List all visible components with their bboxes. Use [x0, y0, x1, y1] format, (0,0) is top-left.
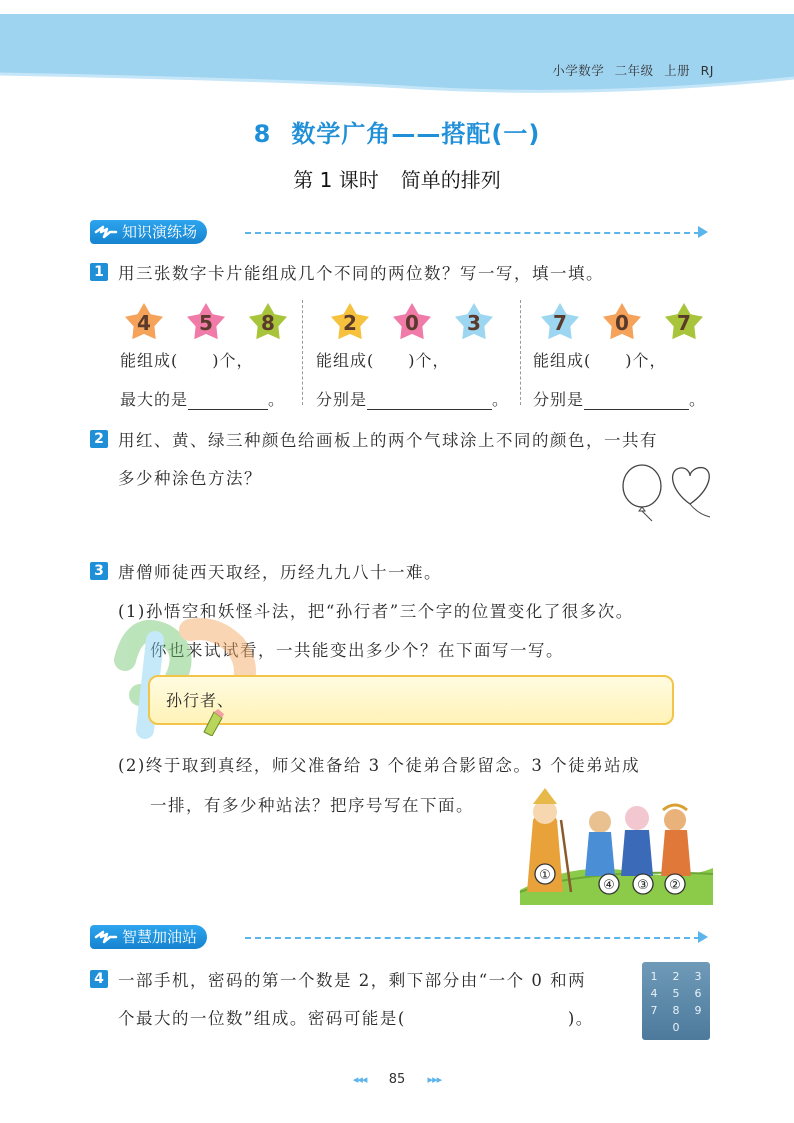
page-number: 85 [388, 1072, 406, 1087]
keypad-key: 2 [672, 970, 680, 983]
chapter-name: 数学广角——搭配(一) [291, 120, 541, 148]
chapter-title [0, 114, 794, 149]
page-footer [0, 1072, 794, 1087]
group3-answer-line [533, 387, 706, 410]
keypad-key: 5 [672, 987, 680, 1000]
group1-answer-line [120, 387, 285, 410]
section-dash [245, 937, 700, 939]
section-dash [245, 232, 700, 234]
period: 。 [492, 390, 510, 409]
arrow-right-icon [698, 931, 708, 943]
star-card-digit: 2 [343, 311, 357, 335]
period: 。 [689, 390, 707, 409]
question-3-text: 唐僧师徒西天取经，历经九九八十一难。 [118, 563, 442, 582]
keypad-key: 1 [650, 970, 658, 983]
figure-label: ④ [603, 878, 615, 893]
balloons-icon [618, 462, 718, 524]
section-header-practice [90, 220, 710, 246]
keypad-key: 4 [650, 987, 658, 1000]
question-3-part1-line2: 你也来试试看，一共能变出多少个？在下面写一写。 [150, 641, 564, 660]
answer-blank[interactable] [367, 409, 492, 410]
keypad-key: 0 [672, 1021, 680, 1034]
star-card-digit: 7 [553, 311, 567, 335]
figure-label: ① [539, 868, 551, 883]
group3-answer-label: 分别是 [533, 390, 585, 409]
lesson-title [0, 164, 794, 193]
question-3-part2-line2: 一排，有多少种站法？把序号写在下面。 [150, 796, 474, 815]
question-number-4: 4 [90, 970, 108, 988]
section-pill [90, 220, 207, 244]
keypad-key: 7 [650, 1004, 658, 1017]
keypad-key: 6 [694, 987, 702, 1000]
question-1-text: 用三张数字卡片能组成几个不同的两位数？写一写，填一填。 [118, 264, 604, 283]
answer-blank[interactable] [584, 409, 689, 410]
number-card-stars [0, 295, 794, 350]
question-number-1: 1 [90, 263, 108, 281]
figure-label: ③ [637, 878, 649, 893]
keypad-key: 3 [694, 970, 702, 983]
keypad-key: 8 [672, 1004, 680, 1017]
group2-answer-line [316, 387, 509, 410]
group2-answer-label: 分别是 [316, 390, 368, 409]
star-card-digit: 5 [199, 311, 213, 335]
double-right-arrow-icon: ▸▸▸ [427, 1073, 442, 1086]
answer-box-start: 孙行者、 [166, 691, 235, 710]
lesson-name: 简单的排列 [400, 168, 501, 192]
keypad-key: 9 [694, 1004, 702, 1017]
question-4-line1: 一部手机，密码的第一个数是 2，剩下部分由“一个 0 和两 [118, 971, 587, 990]
group3-count-line: 能组成( )个， [533, 351, 667, 370]
question-3-part1-line1: (1)孙悟空和妖怪斗法，把“孙行者”三个字的位置变化了很多次。 [118, 602, 634, 621]
star-card-digit: 4 [137, 311, 151, 335]
section-title: 知识演练场 [122, 223, 198, 241]
question-4-line2: 个最大的一位数”组成。密码可能是( )。 [118, 1009, 594, 1028]
section-header-wisdom [90, 925, 710, 951]
star-card-digit: 3 [467, 311, 481, 335]
runner-icon [94, 223, 118, 241]
chapter-number: 8 [253, 120, 272, 148]
pilgrims-illustration [515, 780, 715, 905]
section-title: 智慧加油站 [122, 928, 198, 946]
keypad-keys [642, 962, 710, 1040]
lesson-number: 第 1 课时 [293, 168, 379, 192]
header-meta: 小学数学 二年级 上册 RJ [552, 63, 714, 78]
question-2-line2: 多少种涂色方法？ [118, 469, 262, 488]
header-band [0, 0, 794, 100]
answer-blank[interactable] [188, 409, 268, 410]
double-left-arrow-icon: ◂◂◂ [352, 1073, 367, 1086]
question-3-part2-line1: (2)终于取到真经，师父准备给 3 个徒弟合影留念。3 个徒弟站成 [118, 756, 641, 775]
group2-count-line: 能组成( )个， [316, 351, 450, 370]
arrow-right-icon [698, 226, 708, 238]
question-2-line1: 用红、黄、绿三种颜色给画板上的两个气球涂上不同的颜色，一共有 [118, 431, 658, 450]
question-number-2: 2 [90, 430, 108, 448]
runner-icon [94, 928, 118, 946]
star-card-digit: 8 [261, 311, 275, 335]
phone-keypad [642, 962, 710, 1040]
section-pill [90, 925, 207, 949]
star-card-digit: 0 [405, 311, 419, 335]
pencil-icon [200, 708, 226, 736]
group1-count-line: 能组成( )个， [120, 351, 254, 370]
period: 。 [268, 390, 286, 409]
star-card-digit: 0 [615, 311, 629, 335]
star-card-digit: 7 [677, 311, 691, 335]
question-number-3: 3 [90, 562, 108, 580]
figure-label: ② [669, 878, 681, 893]
group1-answer-label: 最大的是 [120, 390, 189, 409]
